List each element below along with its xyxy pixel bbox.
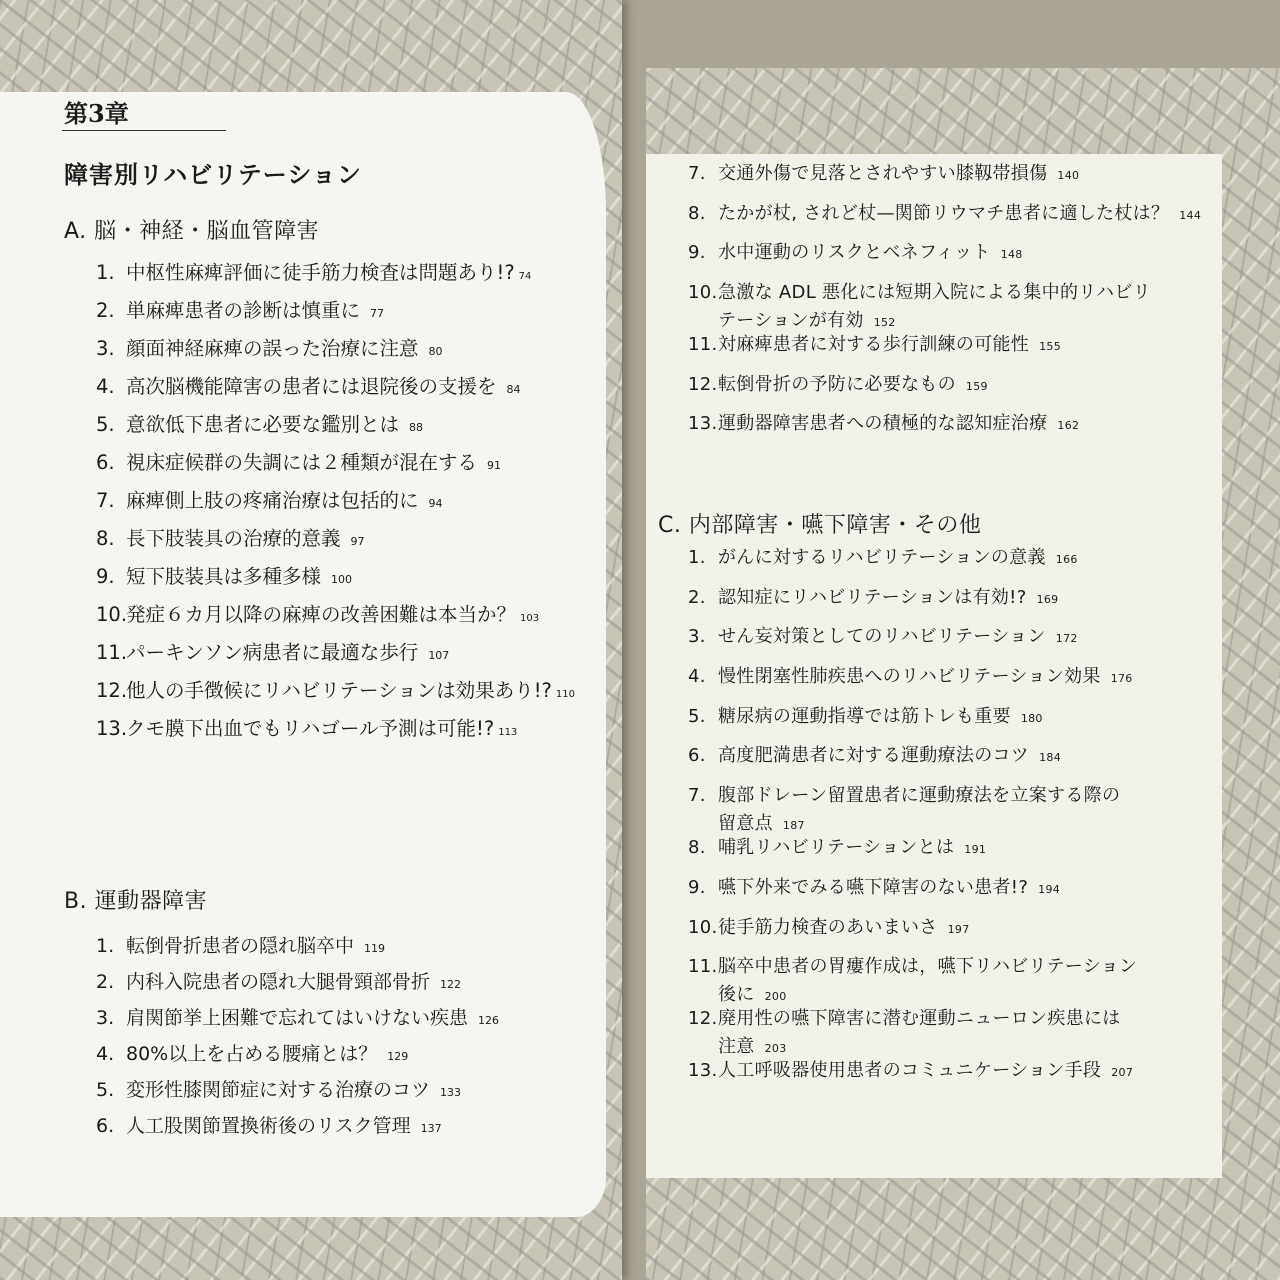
entry-page-number: 137 <box>420 1122 442 1135</box>
toc-entry <box>96 525 575 563</box>
toc-entry <box>96 335 575 373</box>
entry-title: 水中運動のリスクとベネフィット <box>718 242 991 264</box>
entry-page-number: 155 <box>1039 340 1062 354</box>
entry-page-number: 97 <box>350 535 365 548</box>
entry-title: 対麻痺患者に対する歩行訓練の可能性 <box>718 334 1030 356</box>
entry-number: 10. <box>96 603 128 626</box>
entry-number: 1. <box>96 935 115 957</box>
toc-entry <box>96 1112 499 1148</box>
toc-entry <box>688 953 1137 1005</box>
entry-number: 9. <box>688 242 706 264</box>
entry-page-number: 110 <box>555 689 576 700</box>
toc-entry <box>96 449 575 487</box>
entry-number: 5. <box>688 705 706 727</box>
entry-title: 高度肥満患者に対する運動療法のコツ <box>718 745 1030 767</box>
entry-number: 3. <box>688 626 706 648</box>
entry-number: 2. <box>96 299 115 322</box>
entry-number: 12. <box>688 373 718 395</box>
toc-entry <box>96 1076 499 1112</box>
toc-entry <box>688 1005 1137 1057</box>
toc-entry <box>688 544 1137 584</box>
entry-number: 7. <box>96 489 115 512</box>
entry-page-number: 84 <box>506 383 521 396</box>
entry-title: がんに対するリハビリテーションの意義 <box>718 547 1046 568</box>
toc-entry <box>96 297 575 335</box>
entry-number: 3. <box>96 337 115 360</box>
entry-page-number: 180 <box>1020 711 1043 725</box>
entry-page-number: 187 <box>782 819 805 833</box>
entry-page-number: 77 <box>370 307 385 320</box>
entry-title: パーキンソン病患者に最適な歩行 <box>126 641 419 664</box>
entry-title: 交通外傷で見落とされやすい膝靱帯損傷 <box>718 163 1048 184</box>
entry-title: 運動器障害患者への積極的な認知症治療 <box>718 413 1048 435</box>
entry-page-number: 88 <box>409 421 424 434</box>
toc-list-a <box>96 259 575 753</box>
toc-entry <box>688 410 1201 450</box>
entry-number: 4. <box>96 375 115 398</box>
entry-title: 腹部ドレーン留置患者に運動療法を立案する際の 留意点 <box>718 785 1121 835</box>
entry-page-number: 176 <box>1110 672 1133 686</box>
entry-page-number: 94 <box>428 497 443 510</box>
entry-title: 視床症候群の失調には２種類が混在する <box>126 451 478 474</box>
toc-entry <box>96 968 499 1004</box>
entry-page-number: 169 <box>1036 592 1059 606</box>
entry-title: 慢性閉塞性肺疾患へのリハビリテーション効果 <box>718 666 1101 688</box>
toc-entry <box>96 639 575 677</box>
toc-entry <box>96 932 499 968</box>
section-heading-c: C. 内部障害・嚥下障害・その他 <box>658 513 982 538</box>
entry-page-number: 129 <box>387 1050 409 1063</box>
entry-page-number: 74 <box>518 271 532 282</box>
entry-number: 6. <box>96 451 115 474</box>
entry-title: 内科入院患者の隠れ大腿骨頸部骨折 <box>126 971 431 993</box>
entry-title: たかが杖, されど杖—関節リウマチ患者に適した杖は？ <box>718 202 1170 224</box>
toc-entry <box>688 663 1137 703</box>
entry-page-number: 80 <box>428 345 443 358</box>
entry-page-number: 133 <box>440 1086 462 1099</box>
entry-number: 1. <box>96 261 115 284</box>
toc-entry <box>688 200 1201 240</box>
entry-number: 7. <box>688 785 706 807</box>
entry-number: 9. <box>688 876 706 898</box>
entry-page-number: 148 <box>1000 248 1023 262</box>
entry-number: 11. <box>688 334 718 356</box>
toc-entry <box>96 373 575 411</box>
entry-title: 高次脳機能障害の患者には退院後の支援を <box>126 375 497 398</box>
entry-number: 8. <box>96 527 115 550</box>
toc-entry <box>688 874 1137 914</box>
entry-title: 糖尿病の運動指導では筋トレも重要 <box>718 705 1011 727</box>
entry-title: 嚥下外来でみる嚥下障害のない患者!? <box>718 876 1029 898</box>
toc-entry <box>688 623 1137 663</box>
entry-number: 13. <box>96 717 128 740</box>
entry-title: 80%以上を占める腰痛とは？ <box>126 1043 378 1065</box>
left-page <box>0 0 622 1280</box>
entry-page-number: 126 <box>478 1014 500 1027</box>
toc-list-b <box>96 932 499 1148</box>
entry-page-number: 122 <box>440 978 462 991</box>
entry-number: 12. <box>688 1008 718 1030</box>
entry-page-number: 107 <box>428 649 450 662</box>
toc-entry <box>96 1004 499 1040</box>
toc-entry <box>688 782 1137 834</box>
toc-entry <box>96 715 575 753</box>
entry-page-number: 166 <box>1055 553 1078 566</box>
toc-entry <box>688 742 1137 782</box>
entry-number: 10. <box>688 282 718 304</box>
section-heading-a: A. 脳・神経・脳血管障害 <box>64 219 320 244</box>
entry-number: 3. <box>96 1007 115 1029</box>
toc-entry <box>96 487 575 525</box>
entry-page-number: 103 <box>520 613 540 624</box>
entry-number: 5. <box>96 1079 115 1101</box>
toc-entry <box>96 1040 499 1076</box>
entry-page-number: 200 <box>764 990 787 1004</box>
entry-page-number: 91 <box>487 459 502 472</box>
entry-page-number: 162 <box>1057 419 1080 433</box>
entry-page-number: 152 <box>873 316 896 330</box>
entry-title: 認知症にリハビリテーションは有効!? <box>718 586 1027 608</box>
chapter-title: 障害別リハビリテーション <box>64 160 362 189</box>
entry-title: 急激な ADL 悪化には短期入院による集中的リハビリ テーションが有効 <box>718 282 1151 332</box>
entry-number: 2. <box>96 971 115 993</box>
entry-page-number: 184 <box>1039 751 1062 765</box>
entry-number: 6. <box>96 1115 115 1137</box>
toc-list-c <box>688 544 1137 1097</box>
entry-title: せん妄対策としてのリハビリテーション <box>718 626 1046 648</box>
entry-page-number: 159 <box>965 379 988 393</box>
entry-page-number: 100 <box>331 573 353 586</box>
entry-number: 9. <box>96 565 115 588</box>
entry-title: 脳卒中患者の胃瘻作成は，嚥下リハビリテーション 後に <box>718 956 1138 1006</box>
right-page <box>646 68 1280 1280</box>
toc-entry <box>96 601 575 639</box>
toc-entry <box>96 259 575 297</box>
entry-page-number: 203 <box>764 1042 787 1056</box>
entry-number: 10. <box>688 916 718 938</box>
entry-number: 11. <box>96 641 128 664</box>
entry-title: 意欲低下患者に必要な鑑別とは <box>126 413 400 436</box>
entry-number: 7. <box>688 163 706 184</box>
entry-title: 麻痺側上肢の疼痛治療は包括的に <box>126 489 419 512</box>
entry-number: 8. <box>688 837 706 859</box>
toc-entry <box>688 331 1201 371</box>
toc-entry <box>688 160 1201 200</box>
entry-page-number: 194 <box>1038 882 1061 896</box>
toc-entry <box>688 239 1201 279</box>
toc-entry <box>96 563 575 601</box>
entry-page-number: 172 <box>1055 632 1078 646</box>
toc-entry <box>688 1057 1137 1097</box>
entry-title: 転倒骨折の予防に必要なもの <box>718 373 956 395</box>
entry-title: 変形性膝関節症に対する治療のコツ <box>126 1079 431 1101</box>
chapter-label: 第3章 <box>64 99 129 128</box>
entry-page-number: 119 <box>364 942 386 955</box>
entry-number: 13. <box>688 1060 718 1082</box>
entry-title: 人工呼吸器使用患者のコミュニケーション手段 <box>718 1060 1102 1082</box>
entry-title: 哺乳リハビリテーションとは <box>718 837 955 859</box>
entry-page-number: 191 <box>964 843 987 857</box>
toc-entry <box>688 371 1201 411</box>
entry-number: 11. <box>688 956 718 978</box>
entry-title: 中枢性麻痺評価に徒手筋力検査は問題あり!? <box>126 261 515 284</box>
entry-title: 顔面神経麻痺の誤った治療に注意 <box>126 337 419 360</box>
entry-number: 5. <box>96 413 115 436</box>
toc-entry <box>96 411 575 449</box>
entry-title: 転倒骨折患者の隠れ脳卒中 <box>126 935 355 957</box>
entry-page-number: 144 <box>1179 208 1202 222</box>
entry-title: クモ膜下出血でもリハゴール予測は可能!? <box>126 717 495 740</box>
toc-list-b-continued <box>688 160 1201 450</box>
entry-title: 発症６カ月以降の麻痺の改善困難は本当か？ <box>126 603 517 626</box>
entry-page-number: 140 <box>1057 169 1080 182</box>
entry-title: 他人の手徴候にリハビリテーションは効果あり!? <box>126 679 552 702</box>
entry-title: 単麻痺患者の診断は慎重に <box>126 299 361 322</box>
toc-entry <box>688 279 1201 331</box>
entry-number: 1. <box>688 547 706 568</box>
chapter-divider <box>62 130 226 131</box>
entry-number: 8. <box>688 202 706 224</box>
toc-entry <box>96 677 575 715</box>
section-heading-b: B. 運動器障害 <box>64 889 208 914</box>
entry-title: 長下肢装具の治療的意義 <box>126 527 341 550</box>
entry-number: 13. <box>688 413 718 435</box>
entry-number: 4. <box>688 666 706 688</box>
toc-entry <box>688 584 1137 624</box>
entry-title: 肩関節挙上困難で忘れてはいけない疾患 <box>126 1007 469 1029</box>
entry-number: 2. <box>688 586 706 608</box>
entry-number: 6. <box>688 745 706 767</box>
toc-entry <box>688 914 1137 954</box>
toc-entry <box>688 703 1137 743</box>
entry-title: 廃用性の嚥下障害に潜む運動ニューロン疾患には 注意 <box>718 1008 1121 1058</box>
entry-title: 人工股関節置換術後のリスク管理 <box>126 1115 411 1137</box>
entry-number: 12. <box>96 679 128 702</box>
toc-entry <box>688 834 1137 874</box>
entry-page-number: 113 <box>498 727 518 738</box>
entry-page-number: 197 <box>947 922 970 936</box>
entry-number: 4. <box>96 1043 115 1065</box>
entry-page-number: 207 <box>1111 1066 1134 1080</box>
entry-title: 徒手筋力検査のあいまいさ <box>718 916 938 938</box>
entry-title: 短下肢装具は多種多様 <box>126 565 322 588</box>
